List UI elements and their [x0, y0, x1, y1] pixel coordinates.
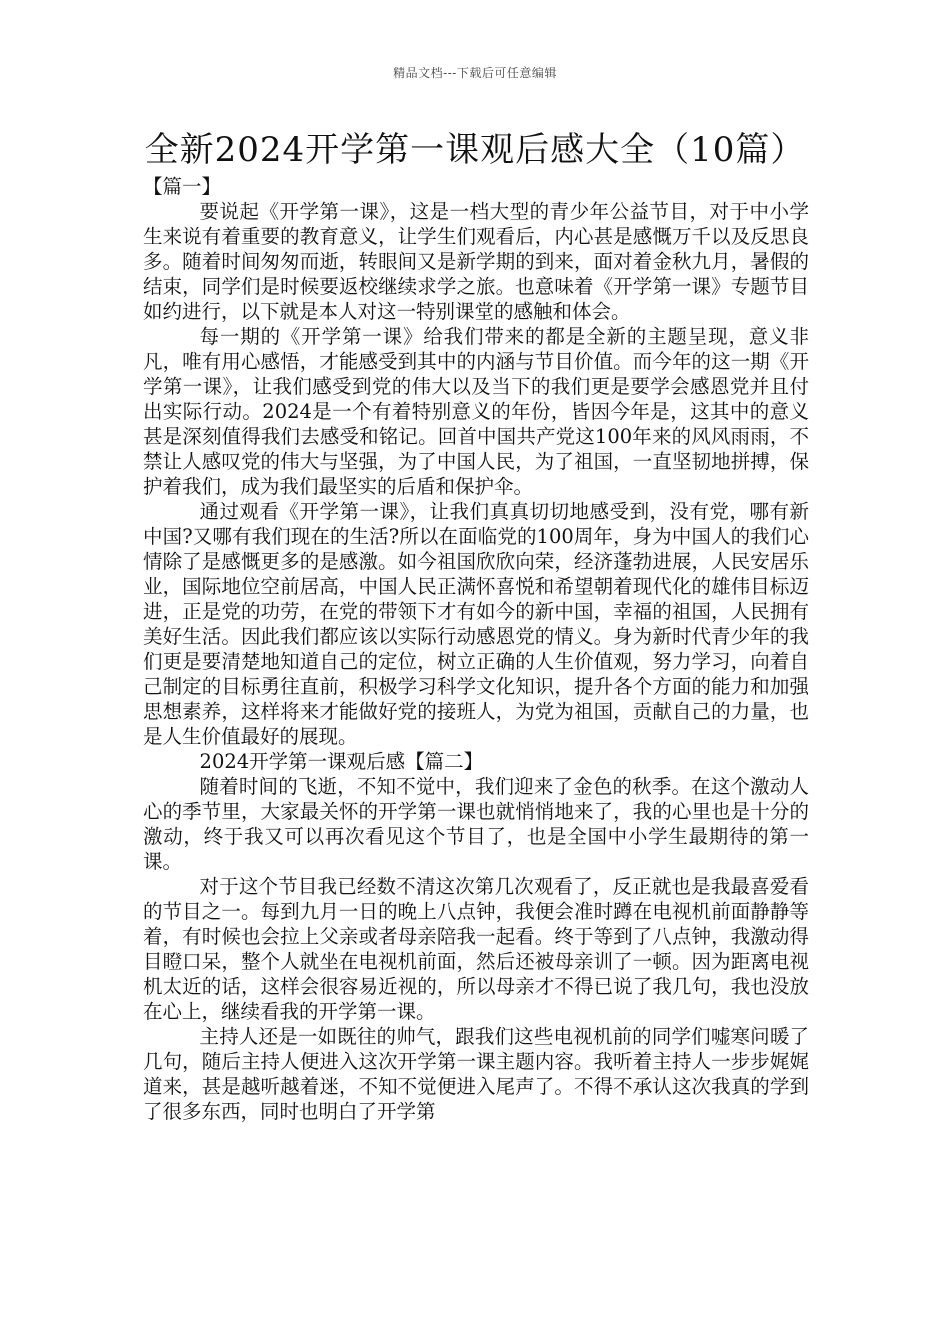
section-label-1: 【篇一】	[143, 175, 222, 198]
paragraph: 每一期的《开学第一课》给我们带来的都是全新的主题呈现，意义非凡，唯有用心感悟，才能感受到其中的内涵与节目价值。而今年的这一期《开学第一课》，让我们感受到党的伟大以及当下的我们更是要学会感恩党并且付出实际行动。2024是一个有着特别意义的年份，皆因今年是，这其中的意义甚是深刻值得我们去感受和铭记。回首中国共产党这100年来的风风雨雨，不禁让人感叹党的伟大与坚强，为了中国人民，为了祖国，一直坚韧地拼搏，保护着我们，成为我们最坚实的后盾和保护伞。	[143, 325, 809, 498]
header-note: 精品文档---下载后可任意编辑	[393, 66, 557, 80]
document-title: 全新2024开学第一课观后感大全（10篇）	[144, 130, 806, 170]
section-label-2: 2024开学第一课观后感【篇二】	[199, 750, 484, 773]
document-body	[143, 174, 809, 1124]
paragraph: 对于这个节目我已经数不清这次第几次观看了，反正就也是我最喜爱看的节目之一。每到九月一日的晚上八点钟，我便会准时蹲在电视机前面静静等着，有时候也会拉上父亲或者母亲陪我一起看。终于等到了八点钟，我激动得目瞪口呆，整个人就坐在电视机前面，然后还被母亲训了一顿。因为距离电视机太近的话，这样会很容易近视的，所以母亲才不得已说了我几句，我也没放在心上，继续看我的开学第一课。	[143, 875, 809, 1023]
paragraph: 通过观看《开学第一课》，让我们真真切切地感受到，没有党，哪有新中国?又哪有我们现在的生活?所以在面临党的100周年，身为中国人的我们心情除了是感慨更多的是感激。如今祖国欣欣向荣，经济蓬勃进展，人民安居乐业，国际地位空前居高，中国人民正满怀喜悦和希望朝着现代化的雄伟目标迈进，正是党的功劳，在党的带领下才有如今的新中国，幸福的祖国，人民拥有美好生活。因此我们都应该以实际行动感恩党的情义。身为新时代青少年的我们更是要清楚地知道自己的定位，树立正确的人生价值观，努力学习，向着自己制定的目标勇往直前，积极学习科学文化知识，提升各个方面的能力和加强思想素养，这样将来才能做好党的接班人，为党为祖国，贡献自己的力量，也是人生价值最好的展现。	[143, 500, 809, 748]
paragraph: 随着时间的飞逝，不知不觉中，我们迎来了金色的秋季。在这个激动人心的季节里，大家最关怀的开学第一课也就悄悄地来了，我的心里也是十分的激动，终于我又可以再次看见这个节目了，也是全国中小学生最期待的第一课。	[143, 775, 809, 873]
paragraph: 要说起《开学第一课》，这是一档大型的青少年公益节目，对于中小学生来说有着重要的教育意义，让学生们观看后，内心甚是感慨万千以及反思良多。随着时间匆匆而逝，转眼间又是新学期的到来，面对着金秋九月，暑假的结束，同学们是时候要返校继续求学之旅。也意味着《开学第一课》专题节目如约进行，以下就是本人对这一特别课堂的感触和体会。	[143, 200, 809, 323]
paragraph: 主持人还是一如既往的帅气，跟我们这些电视机前的同学们嘘寒问暖了几句，随后主持人便进入这次开学第一课主题内容。我听着主持人一步步娓娓道来，甚是越听越着迷，不知不觉便进入尾声了。不得不承认这次我真的学到了很多东西，同时也明白了开学第	[143, 1025, 809, 1123]
